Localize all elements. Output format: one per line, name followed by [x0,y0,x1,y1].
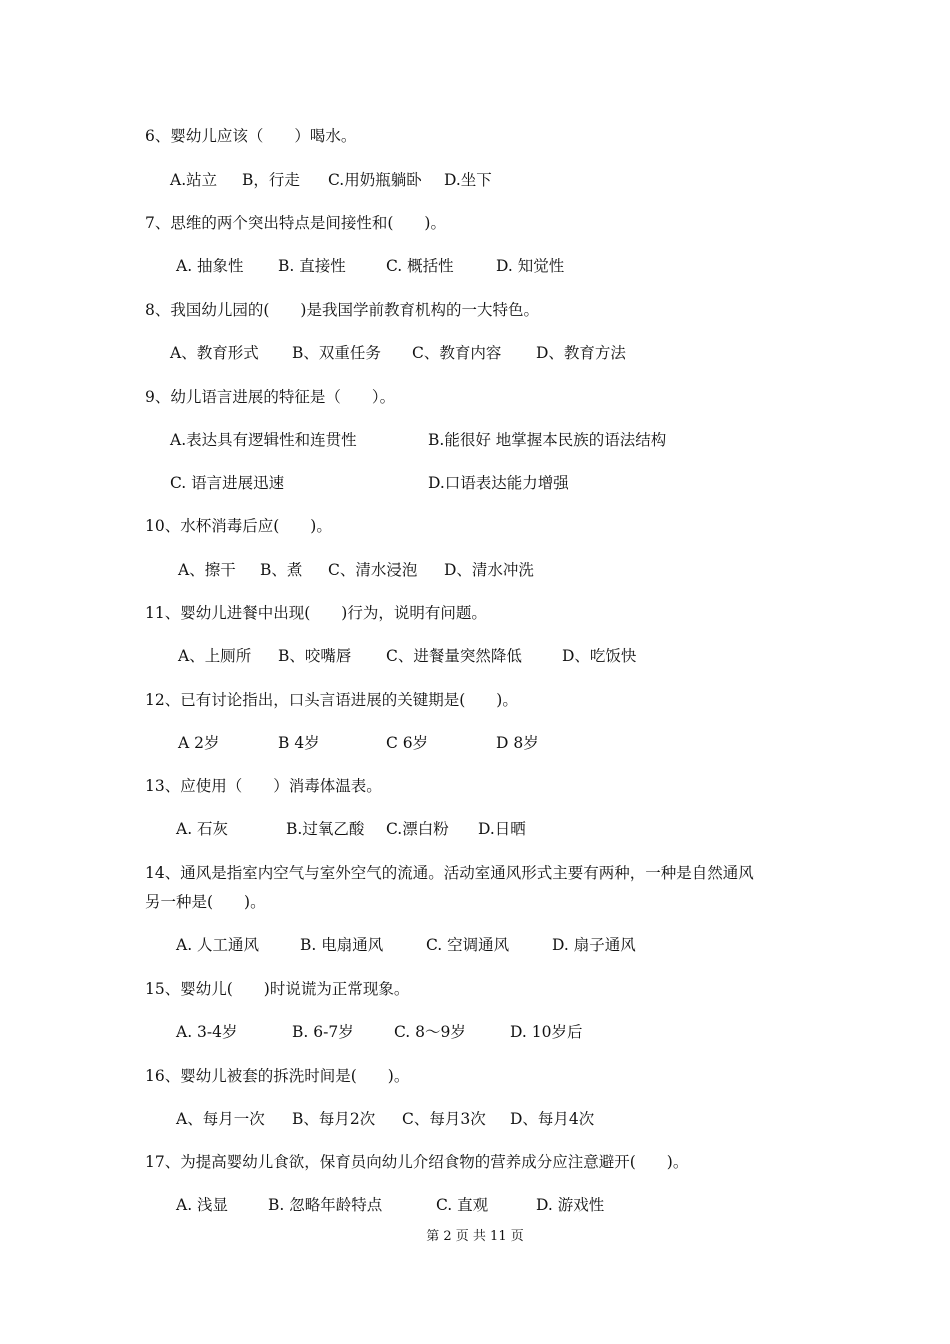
question-stem: 16、婴幼儿被套的拆洗时间是( )。 [145,1067,410,1085]
question-stem: 10、水杯消毒后应( )。 [145,517,332,535]
question-stem: 13、应使用（ ）消毒体温表。 [145,777,382,795]
option-a: A. 3-4岁 [176,1023,238,1041]
option-a: A. 浅显 [176,1196,229,1214]
option-c: C. 概括性 [386,257,454,275]
question-stem: 17、为提高婴幼儿食欲，保育员向幼儿介绍食物的营养成分应注意避开( )。 [145,1153,689,1171]
option-b: B、煮 [260,561,303,579]
option-d: D. 扇子通风 [552,936,636,954]
option-d: D 8岁 [496,734,539,752]
option-b: B 4岁 [278,734,320,752]
option-b: B. 直接性 [278,257,346,275]
option-c: C.用奶瓶躺卧 [328,171,422,189]
question-stem: 11、婴幼儿进餐中出现( )行为，说明有问题。 [145,604,487,622]
question-stem: 9、幼儿语言进展的特征是（ ）。 [145,388,396,406]
option-d: D. 游戏性 [536,1196,605,1214]
question-stem: 6、婴幼儿应该（ ）喝水。 [145,127,357,145]
page-number: 第 2 页 共 11 页 [426,1229,524,1244]
question-stem: 8、我国幼儿园的( )是我国学前教育机构的一大特色。 [145,301,539,319]
option-a: A、上厕所 [178,647,252,665]
option-a: A.站立 [170,171,218,189]
option-c: C. 8～9岁 [394,1023,466,1041]
option-c: C. 空调通风 [426,936,510,954]
option-a: A. 人工通风 [176,936,260,954]
option-d: D. 10岁后 [510,1023,583,1041]
option-a: A.表达具有逻辑性和连贯性 [170,431,357,449]
option-b: B. 忽略年龄特点 [268,1196,383,1214]
option-c: C、进餐量突然降低 [386,647,522,665]
option-b: B、双重任务 [292,344,381,362]
question-stem-continuation: 另一种是( )。 [145,893,266,911]
option-d: D、教育方法 [536,344,626,362]
option-d: D、清水冲洗 [444,561,534,579]
option-c: C、教育内容 [412,344,502,362]
option-a: A. 石灰 [176,820,229,838]
option-a: A、每月一次 [176,1110,265,1128]
option-c: C.漂白粉 [386,820,449,838]
question-stem: 12、已有讨论指出，口头言语进展的关键期是( )。 [145,691,518,709]
question-stem: 7、思维的两个突出特点是间接性和( )。 [145,214,446,232]
option-a: A. 抽象性 [176,257,244,275]
option-c: C. 直观 [436,1196,489,1214]
option-b: B、咬嘴唇 [278,647,352,665]
option-b: B. 6-7岁 [292,1023,354,1041]
option-c: C. 语言进展迅速 [170,474,285,492]
option-c: C 6岁 [386,734,429,752]
option-d: D.坐下 [444,171,492,189]
option-d: D.日晒 [478,820,526,838]
option-c: C、清水浸泡 [328,561,418,579]
question-stem: 14、通风是指室内空气与室外空气的流通。活动室通风形式主要有两种，一种是自然通风 [145,864,754,882]
option-d: D. 知觉性 [496,257,565,275]
option-a: A、擦干 [178,561,236,579]
option-d: D、每月4次 [510,1110,595,1128]
option-d: D、吃饭快 [562,647,637,665]
option-b: B. 电扇通风 [300,936,384,954]
option-a: A 2岁 [178,734,220,752]
option-c: C、每月3次 [402,1110,486,1128]
option-a: A、教育形式 [170,344,259,362]
option-b: B.过氧乙酸 [286,820,365,838]
option-b: B.能很好 地掌握本民族的语法结构 [428,431,667,449]
question-stem: 15、婴幼儿( )时说谎为正常现象。 [145,980,410,998]
option-d: D.口语表达能力增强 [428,474,569,492]
option-b: B、每月2次 [292,1110,376,1128]
option-b: B，行走 [242,171,300,189]
